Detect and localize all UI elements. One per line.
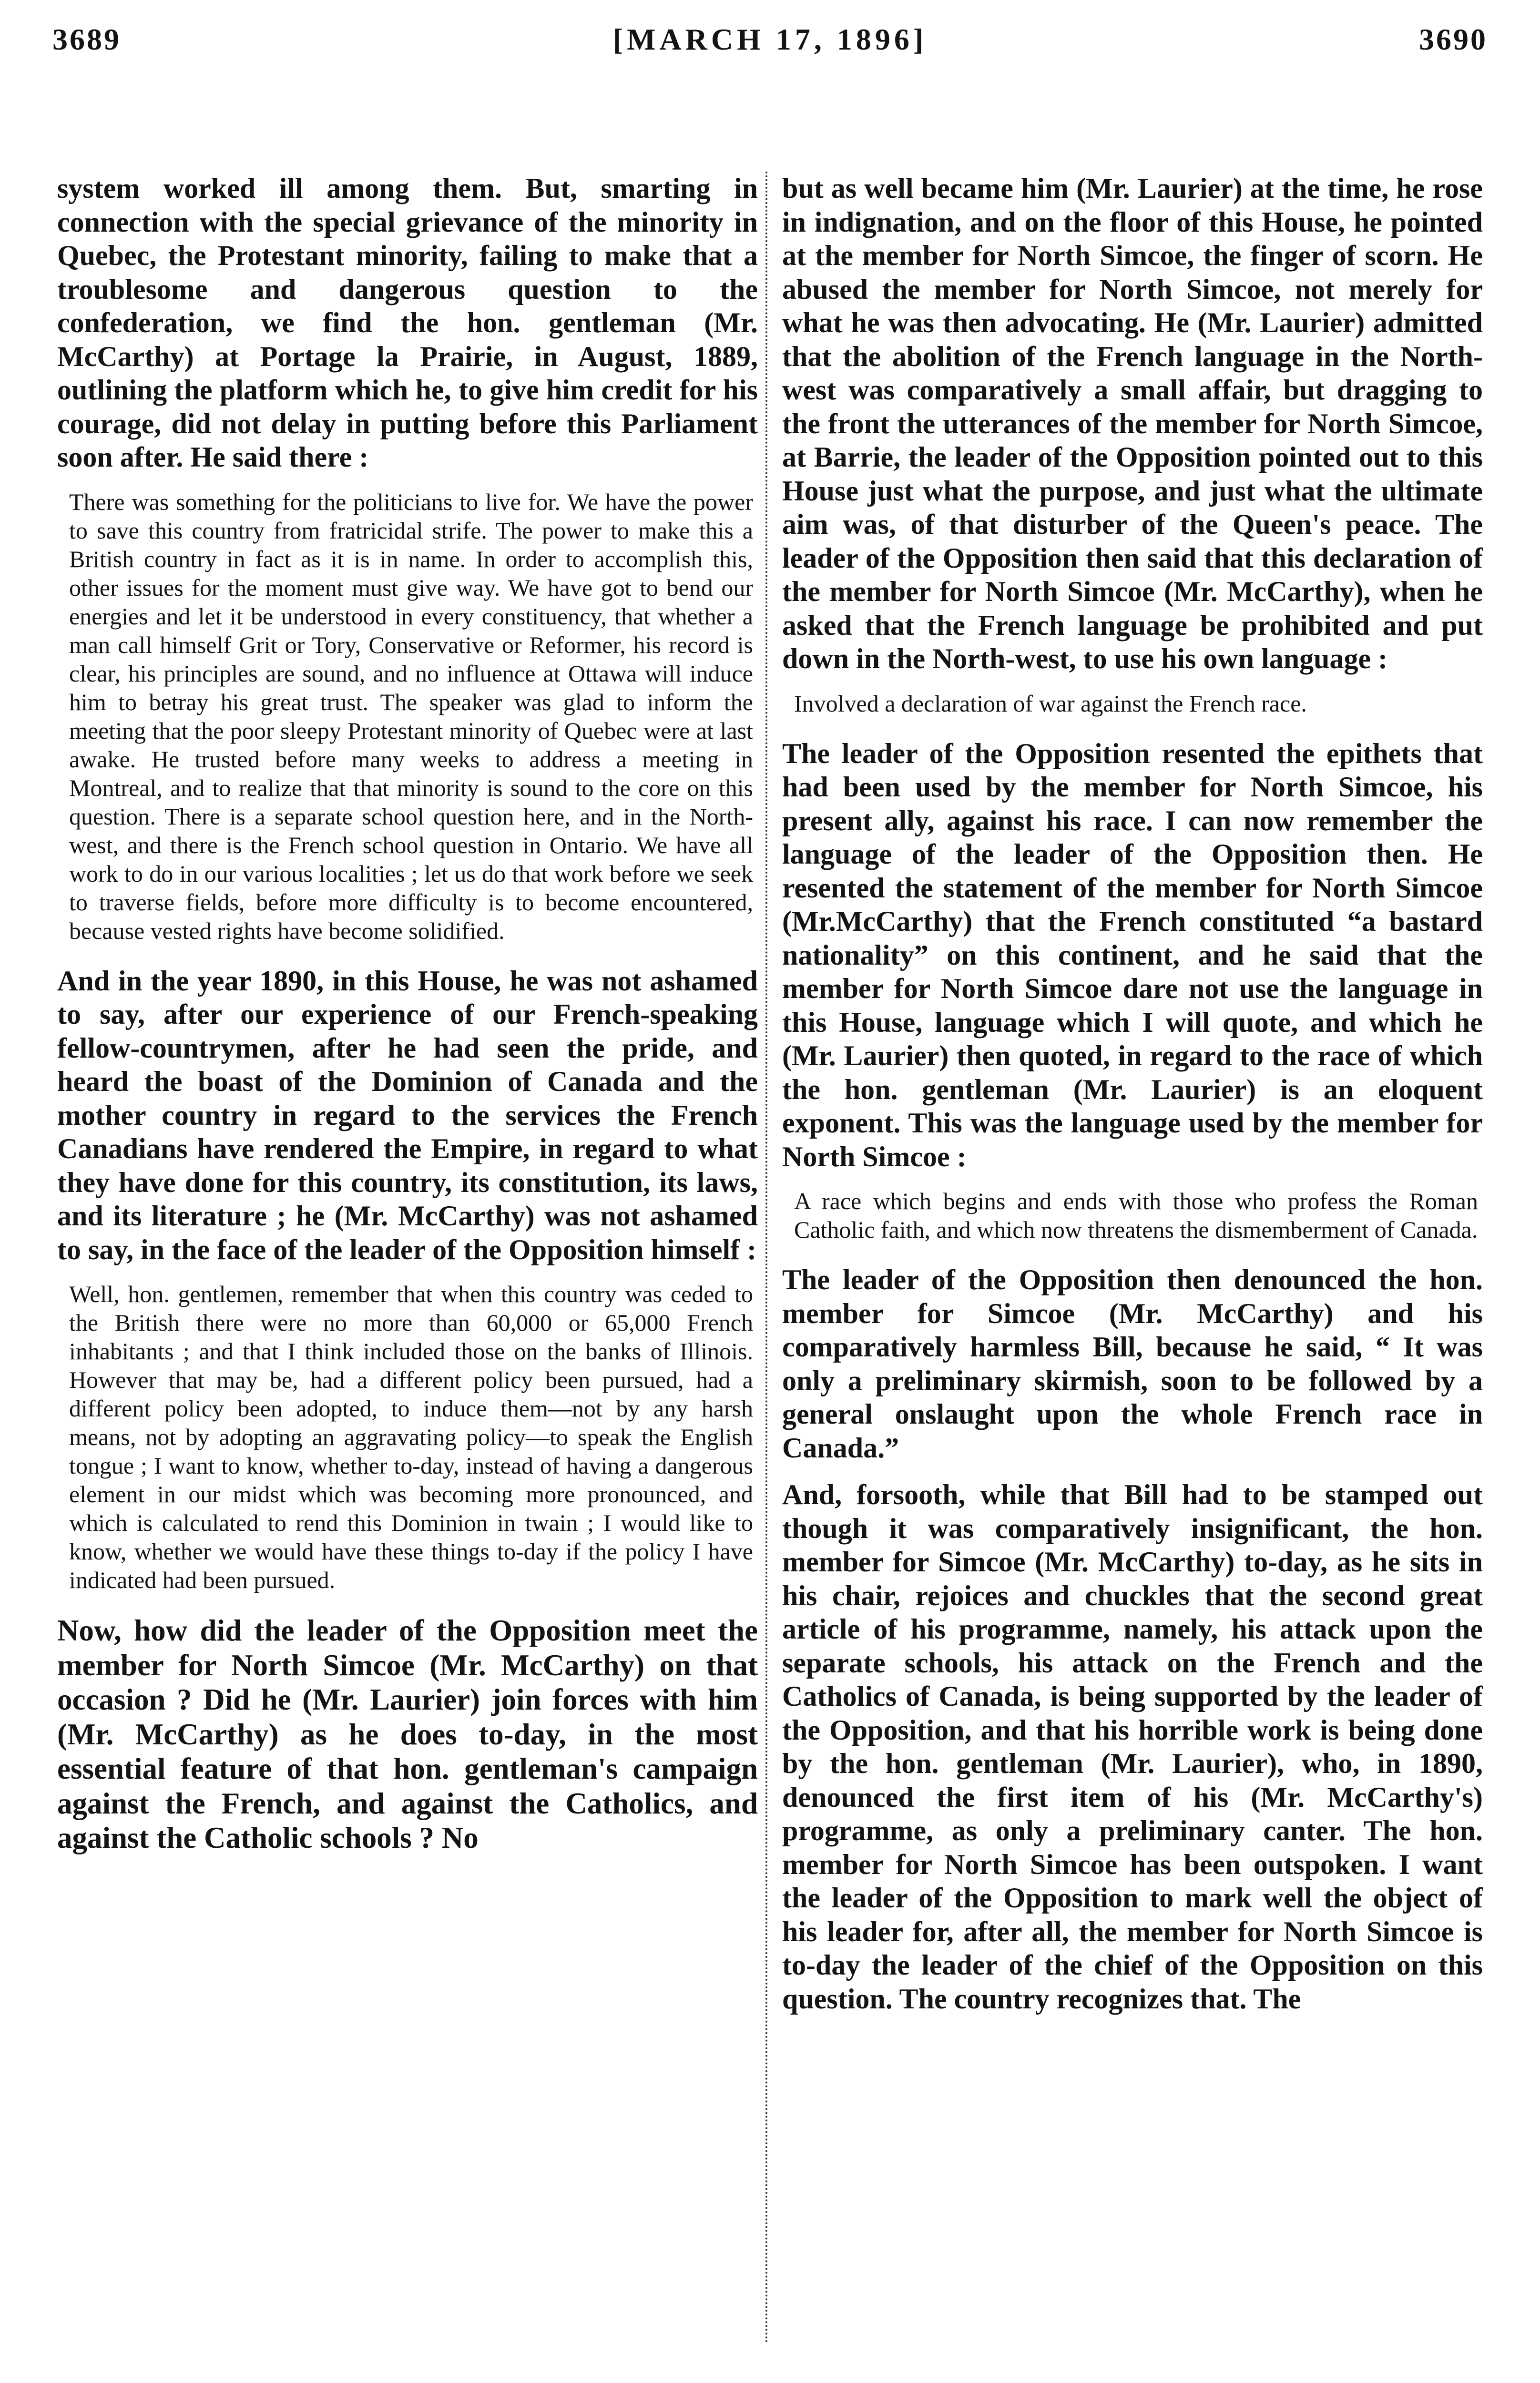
page-number-left: 3689 [52, 22, 121, 56]
right-quote-1: Involved a declaration of war against the French race. [794, 690, 1307, 717]
page-date: [MARCH 17, 1896] [612, 22, 928, 56]
left-paragraph-2: And in the year 1890, in this House, he was not ashamed to say, after our experience of our French-speaking fellow-countrymen, after he had seen the pride, and heard the boast of the Dominion of Canada and the mother country in regard to the services the French Canadians have rendered the Empire, in regard to what they have done for this country, its constitution, its laws, and its literature ; he (Mr. McCarthy) was not ashamed to say, in the face of the leader of the Opposition himself : [57, 965, 758, 1265]
left-quote-2: Well, hon. gentlemen, remember that when this country was ceded to the British there were no more than 60,000 or 65,000 French inhabitants ; and that I think included those on the banks of Illinois. However that may be, had a different policy been pursued, had a different policy been adopted, to induce them—not by any harsh means, not by adopting an aggravating policy—to speak the English tongue ; I want to know, whether to-day, instead of having a dangerous element in our midst which was becoming more pronounced, and which is calculated to rend this Dominion in twain ; I would like to know, whether we would have these things to-day if the policy I have indicated had been pursued. [69, 1281, 753, 1593]
right-paragraph-1: but as well became him (Mr. Laurier) at the time, he rose in indignation, and on the floor of this House, he pointed at the member for North Simcoe, the finger of scorn. He abused the member for North Simcoe, not merely for what he was then advocating. He (Mr. Laurier) admitted that the abolition of the French language in the North-west was comparatively a small affair, but dragging to the front the utterances of the member for North Simcoe, at Barrie, the leader of the Opposition pointed out to this House just what the purpose, and just what the ultimate aim was, of that disturber of the Queen's peace. The leader of the Opposition then said that this declaration of the member for North Simcoe (Mr. McCarthy), when he asked that the French language be prohibited and put down in the North-west, to use his own language : [782, 173, 1483, 674]
right-quote-2: A race which begins and ends with those who profess the Roman Catholic faith, and which now threatens the dismemberment of Canada. [794, 1188, 1478, 1243]
left-paragraph-1: system worked ill among them. But, smarting in connection with the special grievance of the minority in Quebec, the Protestant minority, failing to make that a troublesome and dangerous question to the confederation, we find the hon. gentleman (Mr. McCarthy) at Portage la Prairie, in August, 1889, outlining the platform which he, to give him credit for his courage, did not delay in putting before this Parliament soon after. He said there : [57, 173, 758, 473]
left-quote-1: There was something for the politicians to live for. We have the power to save this country from fratricidal strife. The power to make this a British country in fact as it is in name. In order to accomplish this, other issues for the moment must give way. We have got to bend our energies and let it be understood in every constituency, that whether a man call himself Grit or Tory, Conservative or Reformer, his record is clear, his principles are sound, and no influence at Ottawa will induce him to betray his great trust. The speaker was glad to inform the meeting that the poor sleepy Protestant minority of Quebec were at last awake. He trusted before many weeks to address a meeting in Montreal, and to realize that that minority is sound to the core on this question. There is a separate school question here, and in the North-west, and there is the French school question in Ontario. We have all work to do in our various localities ; let us do that work before we seek to traverse fields, before more difficulty is to become encountered, because vested rights have become solidified. [69, 488, 753, 944]
left-column [57, 172, 758, 2373]
page-number-right: 3690 [1419, 22, 1488, 56]
right-column [782, 172, 1483, 2373]
right-paragraph-4: And, forsooth, while that Bill had to be stamped out though it was comparatively insignificant, the hon. member for Simcoe (Mr. McCarthy) to-day, as he sits in his chair, rejoices and chuckles that the second great article of his programme, namely, his attack upon the separate schools, his attack on the French and the Catholics of Canada, is being supported by the leader of the Opposition, and that his horrible work is being done by the hon. gentleman (Mr. Laurier), who, in 1890, denounced the first item of his (Mr. McCarthy's) programme, as only a preliminary canter. The hon. member for North Simcoe has been outspoken. I want the leader of the Opposition to mark well the object of his leader for, after all, the member for North Simcoe is to-day the leader of the chief of the Opposition on this question. The country recognizes that. The [782, 1479, 1483, 2015]
page-header [52, 9, 1488, 61]
right-paragraph-3: The leader of the Opposition then denounced the hon. member for Simcoe (Mr. McCarthy) and his comparatively harmless Bill, because he said, “ It was only a preliminary skirmish, soon to be followed by a general onslaught upon the whole French race in Canada.” [782, 1264, 1483, 1464]
column-divider [765, 172, 767, 2345]
left-paragraph-3: Now, how did the leader of the Opposition meet the member for North Simcoe (Mr. McCarthy) on that occasion ? Did he (Mr. Laurier) join forces with him (Mr. McCarthy) as he does to-day, in the most essential feature of that hon. gentleman's campaign against the French, and against the Catholics, and against the Catholic schools ? No [57, 1614, 758, 1854]
right-paragraph-2: The leader of the Opposition resented the epithets that had been used by the member for North Simcoe, his present ally, against his race. I can now remember the language of the leader of the Opposition then. He resented the statement of the member for North Simcoe (Mr.McCarthy) that the French constituted “a bastard nationality” on this continent, and he said that the member for North Simcoe dare not use the language in this House, language which I will quote, and which he (Mr. Laurier) then quoted, in regard to the race of which the hon. gentleman (Mr. Laurier) is an eloquent exponent. This was the language used by the member for North Simcoe : [782, 737, 1483, 1172]
